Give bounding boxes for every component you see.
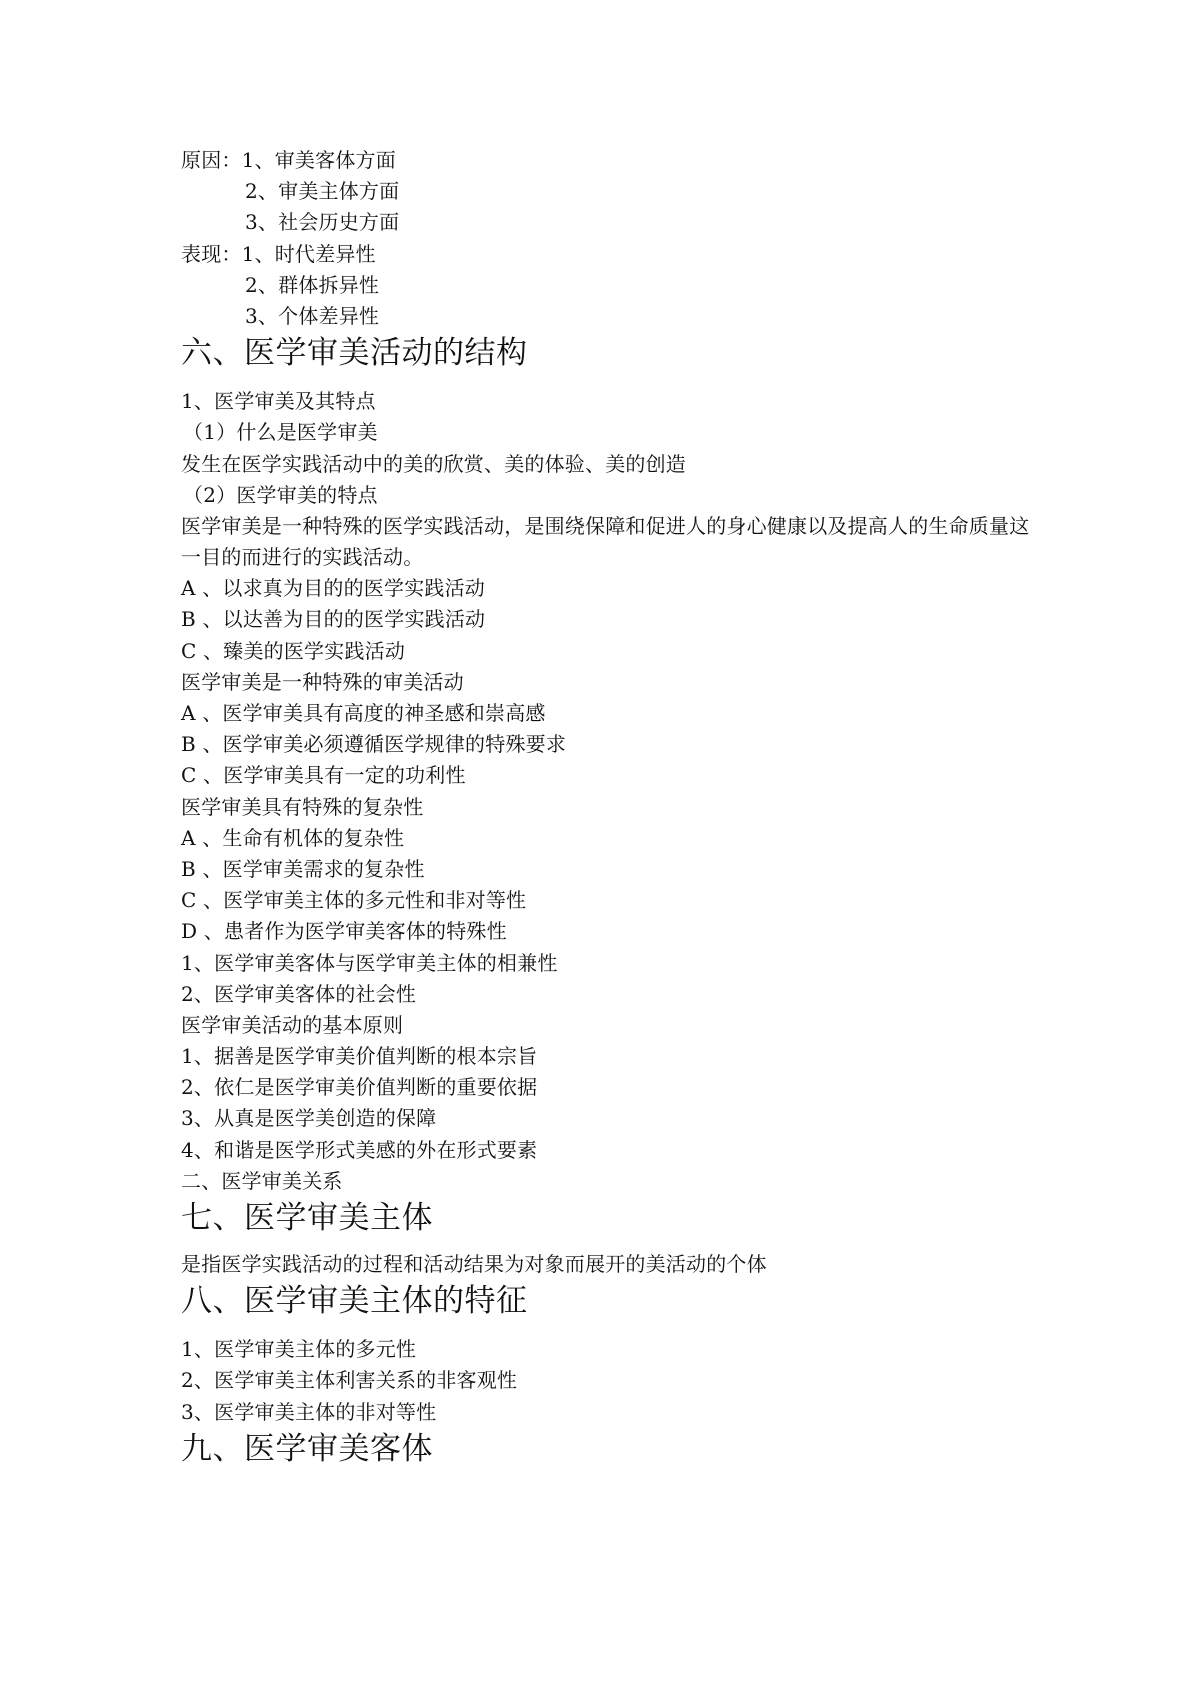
reason-line-3: 3、社会历史方面 [245, 210, 400, 235]
body-line: 医学审美是一种特殊的审美活动 [181, 669, 464, 694]
body-line: 医学审美活动的基本原则 [181, 1012, 404, 1037]
manifest-line-3: 3、个体差异性 [245, 303, 380, 328]
list-item: B 、医学审美必须遵循医学规律的特殊要求 [181, 732, 567, 757]
body-line: （1）什么是医学审美 [183, 420, 378, 445]
list-item: 4、和谐是医学形式美感的外在形式要素 [181, 1137, 538, 1162]
reason-line-2: 2、审美主体方面 [245, 179, 400, 204]
list-item: D 、患者作为医学审美客体的特殊性 [181, 919, 507, 944]
list-item: 3、从真是医学美创造的保障 [181, 1106, 437, 1131]
document-body [181, 145, 1061, 1482]
body-line: （2）医学审美的特点 [183, 482, 378, 507]
list-item: B 、医学审美需求的复杂性 [181, 856, 425, 881]
list-item: A 、医学审美具有高度的神圣感和崇高感 [181, 701, 546, 726]
body-paragraph: 医学审美是一种特殊的医学实践活动，是围绕保障和促进人的身心健康以及提高人的生命质量这一目的而进行的实践活动。 [181, 513, 1030, 570]
section-heading-9: 九、医学审美客体 [181, 1430, 433, 1467]
list-item: C 、臻美的医学实践活动 [181, 638, 406, 663]
section-heading-8: 八、医学审美主体的特征 [181, 1283, 528, 1320]
list-item: C 、医学审美具有一定的功利性 [181, 763, 466, 788]
list-item: 2、医学审美客体的社会性 [181, 981, 417, 1006]
section-heading-7: 七、医学审美主体 [181, 1200, 433, 1237]
body-line: 是指医学实践活动的过程和活动结果为对象而展开的美活动的个体 [181, 1252, 767, 1277]
list-item: C 、医学审美主体的多元性和非对等性 [181, 888, 527, 913]
list-item: A 、生命有机体的复杂性 [181, 825, 405, 850]
list-item: B 、以达善为目的的医学实践活动 [181, 607, 486, 632]
body-line: 二、医学审美关系 [181, 1168, 343, 1193]
manifest-line-2: 2、群体拆异性 [245, 272, 380, 297]
list-item: 3、医学审美主体的非对等性 [181, 1399, 437, 1424]
list-item: 1、据善是医学审美价值判断的根本宗旨 [181, 1044, 538, 1069]
list-item: A 、以求真为目的的医学实践活动 [181, 576, 486, 601]
section-heading-6: 六、医学审美活动的结构 [181, 335, 528, 372]
list-item: 2、医学审美主体利害关系的非客观性 [181, 1368, 518, 1393]
list-item: 1、医学审美主体的多元性 [181, 1337, 417, 1362]
manifest-line-1: 表现：1、时代差异性 [181, 241, 376, 266]
reason-line-1: 原因：1、审美客体方面 [181, 148, 396, 172]
list-item: 1、医学审美客体与医学审美主体的相兼性 [181, 950, 558, 975]
body-line: 1、医学审美及其特点 [181, 389, 376, 414]
body-line: 发生在医学实践活动中的美的欣赏、美的体验、美的创造 [181, 451, 686, 476]
body-line: 医学审美具有特殊的复杂性 [181, 794, 424, 819]
list-item: 2、依仁是医学审美价值判断的重要依据 [181, 1075, 538, 1100]
